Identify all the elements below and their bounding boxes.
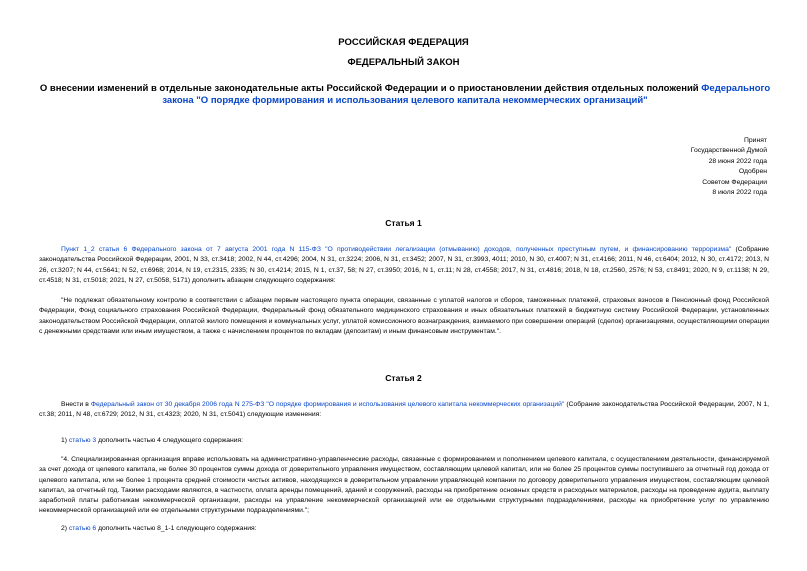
article-2-paragraph-1-text: (Собрание законодательства Российской Федерации, 2007, N 1, ст.38; 2011, N 48, ст.6729; 2012, N 31, ст.4323; 2020, N 31, ст.5041) следующие изменения: — [39, 401, 769, 419]
federation-heading: РОССИЙСКАЯ ФЕДЕРАЦИЯ — [338, 37, 469, 48]
adoption-duma: Государственной Думой — [690, 147, 767, 155]
article-2-quote: "4. Специализированная организация вправе использовать на административно-управленческие расходы, связанные с формированием и пополнением целевого капитала, с осуществлением деятельности, финансируемой за счет дохода от целевого капитала, не более 30 процентов суммы дохода от доверительного управления имуществом, составляющим целевой капитал, или не более 25 процентов суммы поступившего за отчетный год дохода от целевого капитала, или не более 1 процента средней стоимости чистых активов, находящихся в доверительном управлении управляющей компании по договору доверительного управления имуществом, составляющим целевой капитал, за отчетный год. Такими расходами являются, в частности, оплата аренды помещений, зданий и сооружений, расходы на приобретение основных средств и расходных материалов, расходы на проведение аудита, выплату заработной платы работникам некоммерческой организации, расходы на управление некоммерческой организацией или ее отдельными структурными подразделениями, расходы на приобретение услуг по управлению некоммерческой организацией или ее отдельными структурными подразделениями."; — [39, 456, 769, 515]
article-1-law-link[interactable]: Пункт 1_2 статьи 6 Федерального закона от 7 августа 2001 года N 115-ФЗ "О противодействии легализации (отмыванию) доходов, полученных преступным путем, и финансированию терроризма" — [61, 246, 732, 253]
article-2-item-2-prefix: 2) — [61, 525, 69, 532]
article-2-heading: Статья 2 — [385, 373, 422, 383]
article-2-item-1-link[interactable]: статью 3 — [68, 437, 97, 444]
adoption-duma-date: 28 июня 2022 года — [708, 157, 767, 165]
adoption-council: Советом Федерации — [702, 178, 767, 186]
article-1-paragraph-1-text: (Собрание законодательства Российской Федерации, 2001, N 33, ст.3418; 2002, N 44, ст.4296; 2004, N 31, ст.3224; 2006, N 31, ст.3452; 2007, N 31, ст.3993, 4011; 2010, N 30, ст.4007; N 31, ст.4166; 2011, N 46, ст.6404; 2012, N 30, ст.4172; 2013, N 26, ст.3207; N 44, ст.5641; N 52, ст.6968; 2014, N 19, ст.2315, 2335; N 30, ст.4214; 2015, N 1, ст.37, 58; N 27, ст.3950; 2016, N 1, ст.11; N 28, ст.4558; 2017, N 31, ст.4816; 2018, N 18, ст.2560, 2576; N 53, ст.8491; 2020, N 9, ст.1138; N 29, ст.4518; N 31, ст.5018; 2021, N 27, ст.5058, 5171) дополнить абзацем следующего содержания: — [39, 246, 769, 284]
article-1-heading: Статья 1 — [385, 218, 422, 228]
adoption-approved-label: Одобрен — [738, 168, 767, 176]
article-1-paragraph-2: "Не подлежат обязательному контролю в соответствии с абзацем первым настоящего пункта операции, связанные с уплатой налогов и сборов, таможенных платежей, страховых взносов в Пенсионный фонд Российской Федерации, Фонд социального страхования Российской Федерации, Федеральный фонд обязательного медицинского страхования и иных обязательных платежей в бюджетную систему Российской Федерации, установленных законодательством Российской Федерации, оплатой жилого помещения и коммунальных услуг, уплатой комиссионного вознаграждения, взимаемого при совершении операций (сделок) организациями, осуществляющими операции с денежными средствами или иным имуществом, а также с начислением процентов по вкладам (депозитам) и иным финансовым инструментам.". — [39, 297, 769, 335]
adoption-council-date: 8 июля 2022 года — [712, 189, 767, 197]
article-2-law-link[interactable]: Федеральный закон от 30 декабря 2006 года N 275-ФЗ "О порядке формирования и использования целевого капитала некоммерческих организаций" — [90, 401, 565, 408]
document-title — [30, 83, 780, 107]
title-text: О внесении изменений в отдельные законодательные акты Российской Федерации и о приостановлении действия отдельных положений — [39, 83, 702, 94]
article-1-paragraph-1 — [39, 245, 769, 286]
article-2-item-2 — [39, 524, 769, 534]
article-2-paragraph-1-prefix: Внести в — [61, 401, 91, 408]
adoption-accepted-label: Принят — [743, 137, 767, 144]
adoption-block — [691, 136, 767, 198]
article-2-item-1 — [39, 436, 769, 446]
law-type-heading: ФЕДЕРАЛЬНЫЙ ЗАКОН — [347, 57, 460, 68]
article-2-item-1-prefix: 1) — [61, 437, 69, 444]
article-2-paragraph-1 — [39, 400, 769, 421]
title-law-link[interactable]: Федерального закона "О порядке формирования и использования целевого капитала некоммерческих организаций" — [162, 83, 771, 106]
article-2-item-2-text: дополнить частью 8_1-1 следующего содержания: — [96, 525, 257, 532]
article-2-item-2-link[interactable]: статью 6 — [68, 525, 97, 532]
article-2-item-1-text: дополнить частью 4 следующего содержания: — [96, 437, 244, 444]
